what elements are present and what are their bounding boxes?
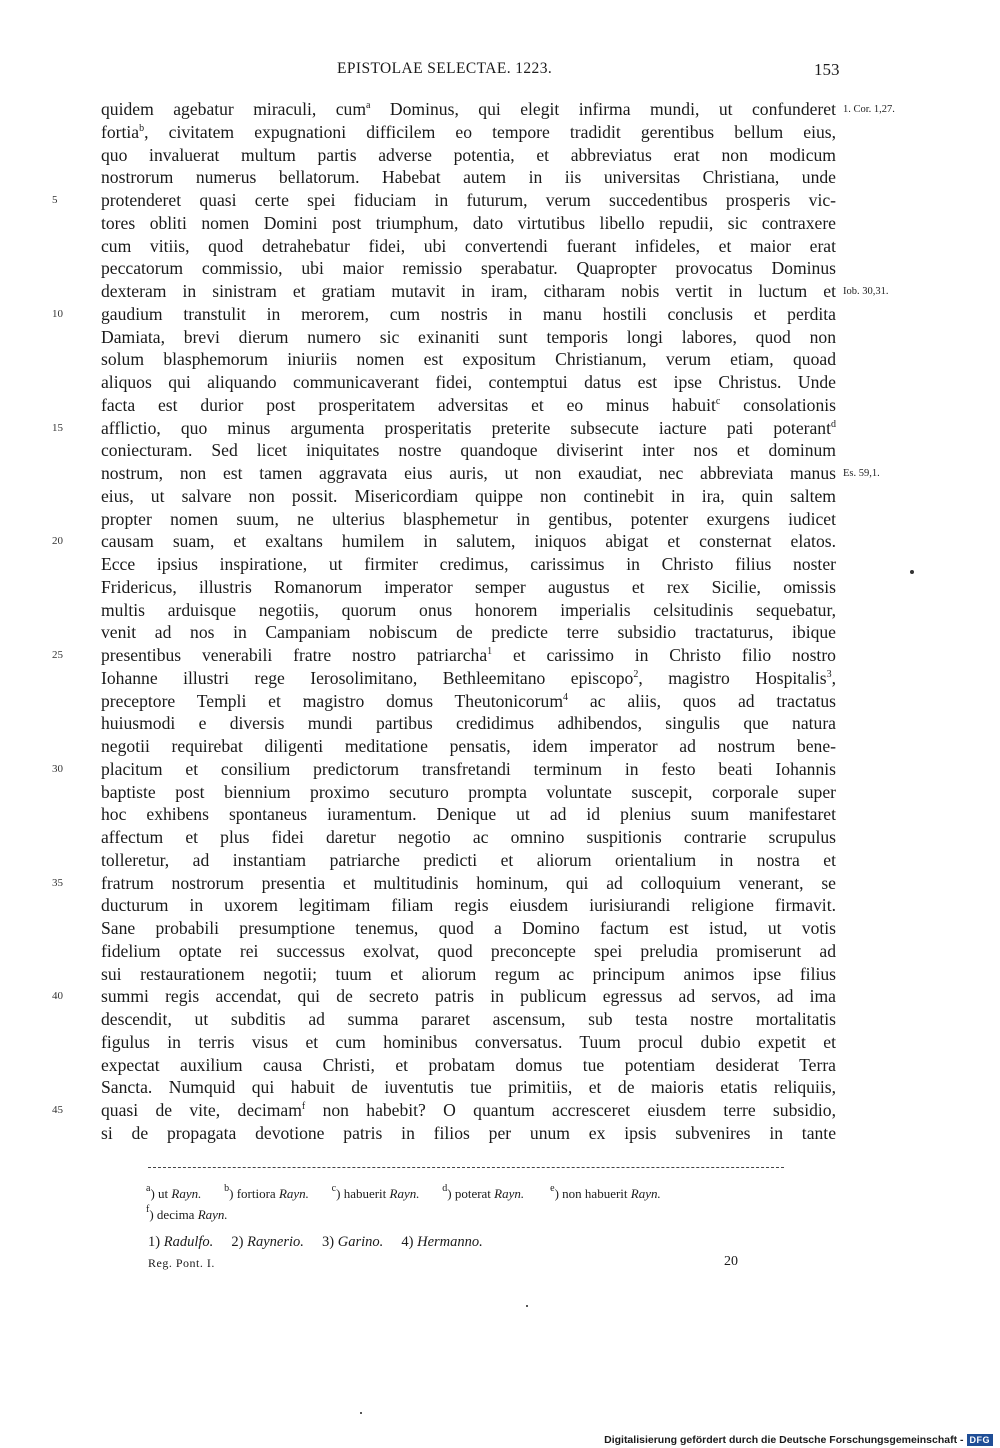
text-line: facta est durior post prosperitatem adversitas et eo minus habuit$^c$ consolationis [101, 395, 836, 415]
text-line: hoc exhibens spontaneus iuramentum. Denique ut ad id plenius suum manifestaret [101, 804, 836, 824]
footnote-rule [148, 1167, 784, 1168]
line-number: 25 [52, 649, 63, 661]
signature-mark: Reg. Pont. I. [148, 1256, 215, 1270]
marginal-reference: Iob. 30,31. [843, 286, 889, 297]
line-number: 10 [52, 308, 63, 320]
marginal-reference: Es. 59,1. [843, 468, 880, 479]
scan-speck [360, 1412, 362, 1414]
text-line: cum vitiis, quod detrahebatur fidei, ubi convertendi fuerant infideles, et maior erat [101, 236, 836, 256]
dfg-banner-text: Digitalisierung gefördert durch die Deutsche Forschungsgemeinschaft - [604, 1434, 964, 1446]
line-number: 15 [52, 422, 63, 434]
line-number: 30 [52, 763, 63, 775]
text-line: venit ad nos in Campaniam nobiscum de predicte terre subsidio tractaturus, ibique [101, 622, 836, 642]
scan-speck [526, 1305, 528, 1307]
text-line: ducturum in uxorem legitimam filiam regis eiusdem iurisiurandi religione firmavit. [101, 895, 836, 915]
text-line: nostrorum numerus bellatorum. Habebat autem in iis universitas Christiana, unde [101, 167, 836, 187]
text-line: coniecturam. Sed licet iniquitates nostre quandoque diviserint inter nos et dominum [101, 440, 836, 460]
dfg-banner [604, 1434, 993, 1446]
text-line: fidelium optate rei successus exolvat, quod preconcepte spei preludia promiserunt ad [101, 941, 836, 961]
page-header [0, 60, 1000, 84]
text-line: summi regis accendat, qui de secreto patris in publicum egressus ad servos, ad ima [101, 986, 836, 1006]
text-line: si de propagata devotione patris in filios per unum ex ipsis subvenires in tante [101, 1123, 836, 1143]
text-line: afflictio, quo minus argumenta prosperitatis preterite subsecute iacture pati poterant$^d$ [101, 418, 836, 438]
text-line: propter nomen suum, ne ulterius blasphemetur in gentibus, potenter exurgens iudicet [101, 509, 836, 529]
sheet-number: 20 [724, 1254, 738, 1269]
text-line: Ecce ipsius inspiratione, ut firmiter credimus, carissimus in Christo filius noster [101, 554, 836, 574]
text-line: tolleretur, ad instantiam patriarche predicti et aliorum orientalium in nostra et [101, 850, 836, 870]
text-line: affectum et plus fidei daretur negotio ac omnino suspitionis contrarie scrupulus [101, 827, 836, 847]
text-line: Sane probabili presumptione tenemus, quod a Domino factum est istud, ut votis [101, 918, 836, 938]
text-line: solum blasphemorum iniuriis nomen est expositum Christianum, verum etiam, quoad [101, 349, 836, 369]
text-line: Fridericus, illustris Romanorum imperator semper augustus et rex Sicilie, omissis [101, 577, 836, 597]
text-line: baptiste post biennium proximo secuturo prompta voluntate suscepit, corporale super [101, 782, 836, 802]
text-line: fortia$^b$, civitatem expugnationi difficilem eo tempore tradidit gerentibus bellum eius, [101, 122, 836, 142]
variant-footnotes-line-2: $^f$) decima Rayn. [146, 1204, 228, 1222]
text-line: preceptore Templi et magistro domus Theutonicorum$^4$ ac aliis, quos ad tractatus [101, 691, 836, 711]
variant-footnotes-line-1: $^a$) ut Rayn. $^b$) fortiora Rayn. $^c$) habuerit Rayn. $^d$) poterat Rayn. $^e$) non habuerit Rayn. [146, 1183, 661, 1201]
text-line: protenderet quasi certe spei fiduciam in futurum, verum succedentibus prosperis vic- [101, 190, 836, 210]
text-line: aliquos qui aliquando communicaverant fidei, contemptui datus est ipse Christus. Unde [101, 372, 836, 392]
text-line: multis arduisque negotiis, quorum onus honorem imperialis celsitudinis sequebatur, [101, 600, 836, 620]
page-number: 153 [814, 60, 840, 79]
text-line: presentibus venerabili fratre nostro patriarcha$^1$ et carissimo in Christo filio nostro [101, 645, 836, 665]
line-number: 40 [52, 990, 63, 1002]
text-line: gaudium transtulit in merorem, cum nostris in manu hostili conclusis et perdita [101, 304, 836, 324]
text-line: eius, ut salvare non possit. Misericordiam quippe non continebit in ira, quin saltem [101, 486, 836, 506]
text-line: quasi de vite, decimam$^f$ non habebit? O quantum accresceret eiusdem terre subsidio, [101, 1100, 836, 1120]
text-line: negotii requirebat diligenti meditatione pensatis, idem imperator ad nostrum bene- [101, 736, 836, 756]
marginal-reference: 1. Cor. 1,27. [843, 104, 895, 115]
text-line: placitum et consilium predictorum transfretandi terminum in festo beati Iohannis [101, 759, 836, 779]
text-line: nostrum, non est tamen aggravata eius auris, ut non exaudiat, nec abbreviata manus [101, 463, 836, 483]
text-line: quidem agebatur miraculi, cum$^a$ Dominus, qui elegit infirma mundi, ut confunderet [101, 99, 836, 119]
reference-footnotes: 1) Radulfo. 2) Raynerio. 3) Garino. 4) Hermanno. [148, 1234, 483, 1250]
text-line: Iohanne illustri rege Ierosolimitano, Bethleemitano episcopo$^2$, magistro Hospitalis$^3$, [101, 668, 836, 688]
line-number: 20 [52, 535, 63, 547]
text-line: figulus in terris visus et cum hominibus conversatus. Tuum procul dubio expetit et [101, 1032, 836, 1052]
text-line: fratrum nostrorum presentia et multitudinis hominum, qui ad colloquium venerant, se [101, 873, 836, 893]
line-number: 45 [52, 1104, 63, 1116]
text-line: causam suam, et exaltans humilem in salutem, iniquos abigat et consternat elatos. [101, 531, 836, 551]
text-line: quo invaluerat multum partis adverse potentia, et abbreviatus erat non modicum [101, 145, 836, 165]
text-line: sui restaurationem negotii; tuum et aliorum regum ac principum animos ipse filius [101, 964, 836, 984]
line-number: 5 [52, 194, 58, 206]
margin-dot [910, 570, 914, 574]
text-line: Damiata, brevi dierum numero sic exinaniti sunt temporis longi labores, quod non [101, 327, 836, 347]
text-line: huiusmodi e diversis mundi partibus credidimus adhibendos, singulis que natura [101, 713, 836, 733]
dfg-logo: DFG [967, 1434, 994, 1446]
text-line: descendit, ut subditis ad summa pararet ascensum, sub testa nostre mortalitatis [101, 1009, 836, 1029]
running-title: EPISTOLAE SELECTAE. 1223. [337, 60, 553, 77]
line-number: 35 [52, 877, 63, 889]
text-line: Sancta. Numquid qui habuit de iuventutis tue primitiis, et de maioris etatis reliquiis, [101, 1077, 836, 1097]
text-line: dexteram in sinistram et gratiam mutavit in iram, citharam nobis vertit in luctum et [101, 281, 836, 301]
text-line: peccatorum commissio, ubi maior remissio sperabatur. Quapropter provocatus Dominus [101, 258, 836, 278]
text-line: expectat auxilium causa Christi, et probatam domus tue potentiam desiderat Terra [101, 1055, 836, 1075]
text-line: tores obliti nomen Domini post triumphum, dato virtutibus libello repudii, sic contraxere [101, 213, 836, 233]
